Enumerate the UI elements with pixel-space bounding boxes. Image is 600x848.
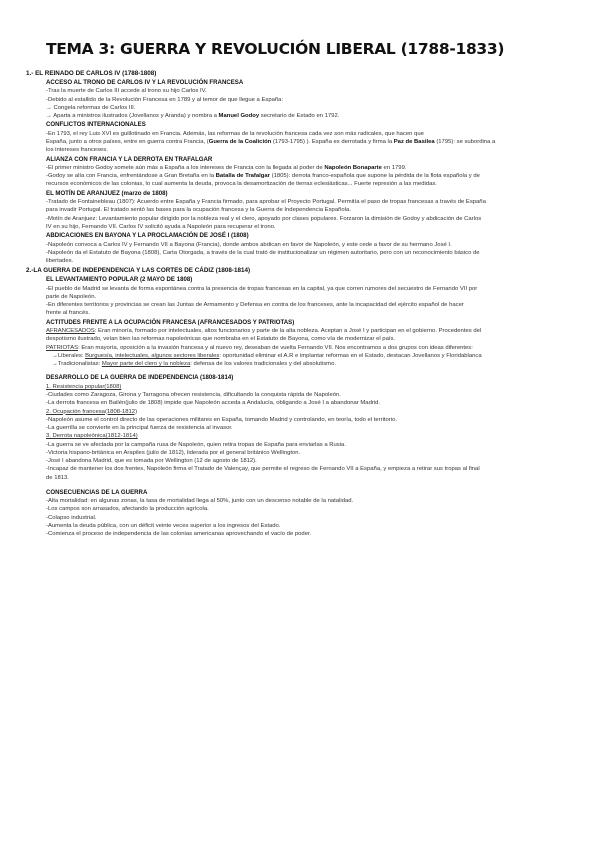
text-line: -Incapaz de mantener los dos frentes, Napoleón firma el Tratado de Valençay, que permite el regreso de Fernando VII a España, y empieza a retirar sus tropas al final	[46, 466, 480, 473]
motin-heading: EL MOTÍN DE ARANJUEZ (marzo de 1808)	[46, 189, 168, 197]
text-run: →Tradicionalistas:	[52, 361, 102, 368]
text-line: -La derrota francesa en Bailén(julio de 1808) impide que Napoleón acceda a Andalucía, obligando a José I a abandonar Madrid.	[46, 400, 381, 407]
text-line: -La guerrilla se convierte en la principal fuerza de resistencia al invasor.	[46, 425, 233, 431]
document-page	[26, 40, 581, 538]
text-line: -La guerra se ve afectada por la campaña rusa de Napoleón, quien retira tropas de España para enviarlas a Rusia.	[46, 441, 346, 448]
text-line: -Los campos son arrasados, afectando la producción agrícola.	[46, 506, 209, 513]
bold-term: Guerra de la Coalición	[208, 139, 272, 146]
text-line: -Tratado de Fontainebleau (1807): Acuerdo entre España y Francia firmado, para aprobar el Proyecto Portugal. Permitía el paso de tropas francesas a través de España	[46, 199, 486, 206]
text-line: -Victoria hispano-británica en Arapiles (julio de 1812), liderada por el general británico Wellington.	[46, 449, 301, 456]
text-run: -El primer ministro Godoy somete aún más a España a los intereses de Francia con la llegada al poder de	[46, 164, 325, 171]
text-line: -Alta mortalidad: en algunas zonas, la tasa de mortalidad llega al 50%, junto con un descenso notable de la natalidad.	[46, 498, 354, 505]
levantamiento-heading: EL LEVANTAMIENTO POPULAR (2 MAYO DE 1808)	[46, 276, 193, 284]
underlined-term: Burguesía, intelectuales, algunos sectores liberales	[85, 352, 220, 359]
text-run: →Liberales:	[52, 352, 86, 359]
text-line: -Napoleón da el Estatuto de Bayona (1808), Carta Otorgada, a través de la cual trató de institucionalizar un régimen autoritario, pero con un reconocimiento básico de	[46, 249, 480, 256]
text-line: -Ciudades como Zaragoza, Girona y Tarragona ofrecen resistencia, dificultando la conquista rápida de Napoleón.	[46, 392, 341, 398]
text-line	[52, 352, 581, 360]
section-1-heading: 1.- EL REINADO DE CARLOS IV (1788-1808)	[26, 70, 157, 77]
text-line: de 1813.	[46, 474, 69, 481]
bold-term: Batalla de Trafalgar	[215, 173, 270, 180]
text-line: -Aumenta la deuda pública, con un déficit veinte veces superior a los ingresos del Estado.	[46, 522, 281, 529]
text-run: : defensa de los valores tradicionales y del absolutismo.	[190, 361, 336, 368]
acceso-heading: ACCESO AL TRONO DE CARLOS IV Y LA REVOLUCIÓN FRANCESA	[46, 79, 244, 86]
text-line: despotismo ilustrado, veían bien las reformas napoleónicas que nombraba en el Estatuto de Bayona, como vía de modernizar el país.	[46, 336, 396, 343]
text-line: → Congela reformas de Carlos III.	[46, 104, 136, 111]
conflictos-heading: CONFLICTOS INTERNACIONALES	[46, 121, 146, 129]
text-line: IV en su hijo, Fernando VII. Carlos IV solicitó ayuda a Napoleón para recuperar el trono.	[46, 223, 276, 230]
text-line: los intereses franceses.	[46, 147, 108, 154]
consecuencias-heading: CONSECUENCIAS DE LA GUERRA	[46, 488, 148, 496]
text-line	[46, 138, 581, 146]
text-line: libertades.	[46, 258, 74, 265]
text-line	[46, 164, 581, 172]
desarrollo-heading: DESARROLLO DE LA GUERRA DE INDEPENDENCIA (1808-1814)	[46, 374, 234, 382]
text-run: : Eran minoría, formado por intelectuales, altos funcionarios y parte de la alta nobleza. Aceptan a José I y participan en el gobierno. Procedentes del	[94, 328, 482, 335]
text-line: -Comienza el proceso de independencia de las colonias americanas aprovechando el vacío de poder.	[46, 531, 312, 538]
text-line: -José I abandona Madrid, que es tomada por Wellington (12 de agosto de 1812).	[46, 458, 257, 464]
text-line: frente al francés.	[46, 310, 90, 317]
section-2-heading: 2.-LA GUERRA DE INDEPENDENCIA Y LAS CORTES DE CÁDIZ (1808-1814)	[26, 267, 251, 275]
text-line: recursos económicos de las colonias, lo cual aumenta la deuda, provoca la desamortización de tierras eclesiásticas... Fuerte represión a las medidas.	[46, 181, 437, 188]
underlined-term: Mayor parte del clero y la nobleza	[101, 361, 191, 368]
actitudes-heading: ACTITUDES FRENTE A LA OCUPACIÓN FRANCESA (AFRANCESADOS Y PATRIOTAS)	[46, 318, 295, 326]
text-run: : Eran mayoría, oposición a la invasión francesa y al nuevo rey, deseaban de vuelta Fernando VII. Nos encontramos a dos grupos con ideas diferentes:	[78, 344, 473, 351]
text-run: : oportunidad eliminar el A.R e implantar reformas en el Estado, destacan Jovellanos y Floridablanca	[219, 352, 482, 359]
text-line: -El pueblo de Madrid se levanta de forma espontánea contra la presencia de tropas francesas en la capital, ya que corren rumores del secuestro de Fernando VII por	[46, 285, 478, 292]
text-run: → Aparta a ministros ilustrados (Jovellanos y Aranda) y nombra a	[46, 113, 219, 120]
text-run: -Godoy se alía con Francia, enfrentándose a Gran Bretaña en la	[46, 173, 216, 180]
text-line: -En diferentes territorios y provincias se crean las Juntas de Armamento y Defensa en contra de los franceses, ante la incapacidad del ejército español de hacer	[46, 302, 464, 309]
text-line: -Napoleón convoca a Carlos IV y Fernando VII a Bayona (Francia), donde ambos abdican en favor de Napoleón, y este cede a favor de su hermano José I.	[46, 241, 452, 248]
alianza-heading: ALIANZA CON FRANCIA Y LA DERROTA EN TRAFALGAR	[46, 155, 213, 163]
phase-heading: 3. Derrota napoleónica(1812-1814)	[46, 433, 138, 440]
text-line	[46, 172, 581, 180]
text-line: -En 1793, el rey Luis XVI es guillotinado en Francia. Además, las reformas de la revolución francesa cada vez son más radicales, que hacen que	[46, 130, 424, 137]
text-line: -Tras la muerte de Carlos III accede al trono su hijo Carlos IV.	[46, 88, 207, 95]
page-title: TEMA 3: GUERRA Y REVOLUCIÓN LIBERAL (1788-1833)	[46, 40, 505, 58]
underlined-term: PATRIOTAS	[46, 344, 79, 351]
text-line: -Colapso industrial.	[46, 514, 97, 521]
text-line	[46, 344, 581, 352]
text-run: secretario de Estado en 1792.	[259, 113, 340, 120]
text-line: parte de Napoleón.	[46, 293, 97, 300]
text-line	[46, 112, 581, 120]
text-run: (1795): se subordina a	[434, 139, 496, 146]
bold-term: Manuel Godoy	[218, 113, 260, 120]
text-line	[52, 360, 581, 368]
text-line: -Motín de Aranjuez: Levantamiento popular dirigido por la nobleza real y el clero, apoyado por clases populares. Forzaron la dimisión de Godoy y abdicación de Carlos	[46, 215, 482, 222]
text-run: España, junto a otros países, entre en guerra contra Francia, (	[46, 139, 209, 146]
underlined-term: AFRANCESADOS	[46, 328, 95, 335]
bold-term: Napoleón Bonaparte	[324, 164, 382, 171]
text-line	[46, 327, 581, 335]
phase-heading: 2. Ocupación francesa(1808-1812)	[46, 408, 138, 415]
abdicaciones-heading: ABDICACIONES EN BAYONA Y LA PROCLAMACIÓN DE JOSÉ I (1808)	[46, 232, 249, 240]
text-line: -Debido al estallido de la Revolución Francesa en 1789 y al temor de que llegue a España:	[46, 96, 284, 103]
text-line: para invadir Portugal. El tratado sentó las bases para la ocupación francesa y la Guerra de Independencia Española.	[46, 207, 351, 214]
text-run: (1805): derrota franco-española que supone la pérdida de la flota española y de	[269, 173, 480, 180]
text-run: en 1799.	[381, 164, 407, 171]
phase-heading: 1. Resistencia popular(1808)	[46, 383, 122, 390]
text-run: (1793-1795) ). España es derrotada y firma la	[271, 139, 394, 146]
bold-term: Paz de Basilea	[393, 139, 435, 146]
text-line: -Napoleón asume el control directo de las operaciones militares en España, tomando Madrid y controlando, en teoría, todo el territorio.	[46, 416, 398, 423]
